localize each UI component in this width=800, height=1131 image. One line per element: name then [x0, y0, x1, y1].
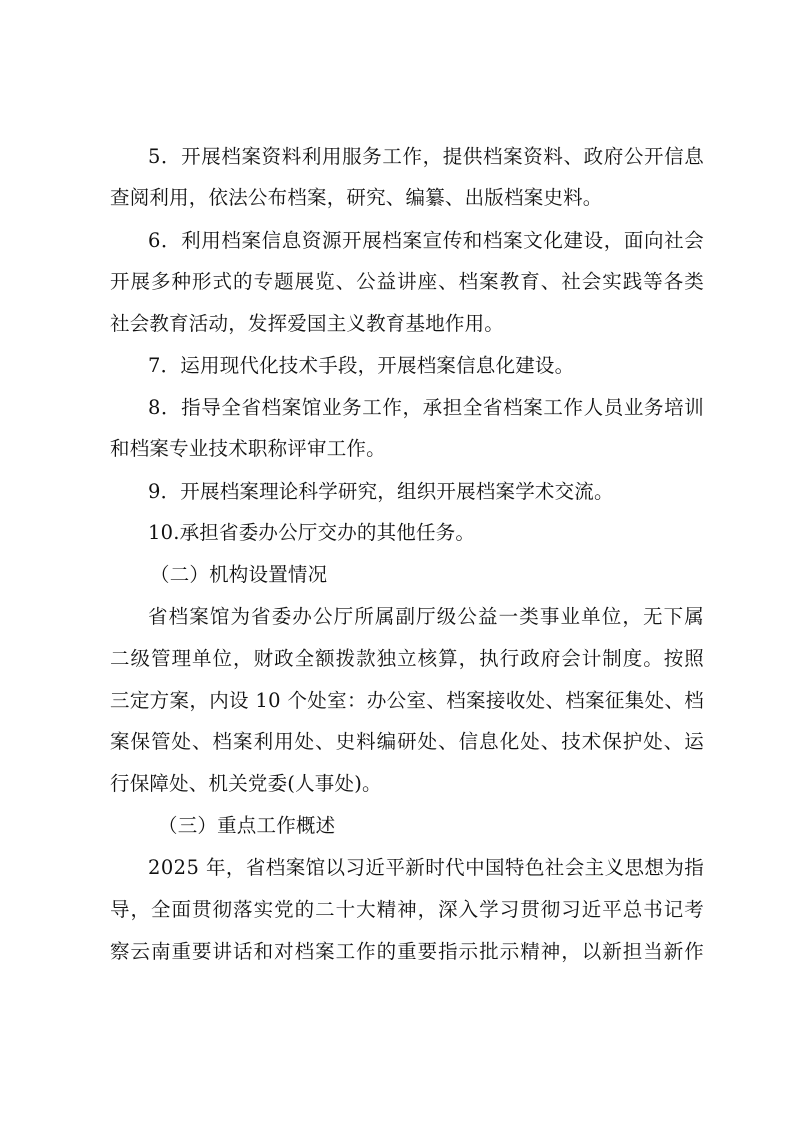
item-9-line-1: 9．开展档案理论科学研究，组织开展档案学术交流。: [148, 480, 614, 503]
org-paragraph-line-1: 省档案馆为省委办公厅所属副厅级公益一类事业单位，无下属: [148, 605, 705, 628]
item-10-line-1: 10.承担省委办公厅交办的其他任务。: [148, 521, 476, 544]
item-7-line-1: 7．运用现代化技术手段，开展档案信息化建设。: [148, 354, 575, 377]
work-paragraph-line-1: 2025 年，省档案馆以习近平新时代中国特色社会主义思想为指: [148, 856, 705, 879]
section-heading-2: （二）机构设置情况: [150, 563, 328, 586]
item-8-line-1: 8．指导全省档案馆业务工作，承担全省档案工作人员业务培训: [148, 396, 705, 419]
org-paragraph-line-4: 案保管处、档案利用处、史料编研处、信息化处、技术保护处、运: [110, 730, 705, 753]
org-paragraph-line-5: 行保障处、机关党委(人事处)。: [110, 772, 382, 795]
org-paragraph-line-2: 二级管理单位，财政全额拨款独立核算，执行政府会计制度。按照: [110, 647, 705, 670]
item-6-line-2: 开展多种形式的专题展览、公益讲座、档案教育、社会实践等各类: [110, 270, 705, 293]
item-6-line-3: 社会教育活动，发挥爱国主义教育基地作用。: [110, 312, 505, 335]
work-paragraph-line-3: 察云南重要讲话和对档案工作的重要指示批示精神，以新担当新作: [110, 940, 705, 963]
item-5-line-1: 5．开展档案资料利用服务工作，提供档案资料、政府公开信息: [148, 145, 705, 168]
item-8-line-2: 和档案专业技术职称评审工作。: [110, 437, 386, 460]
org-paragraph-line-3: 三定方案，内设 10 个处室：办公室、档案接收处、档案征集处、档: [110, 689, 705, 712]
item-5-line-2: 查阅利用，依法公布档案，研究、编纂、出版档案史料。: [110, 186, 603, 209]
item-6-line-1: 6．利用档案信息资源开展档案宣传和档案文化建设，面向社会: [148, 229, 705, 252]
work-paragraph-line-2: 导，全面贯彻落实党的二十大精神，深入学习贯彻习近平总书记考: [110, 898, 705, 921]
section-heading-3: （三）重点工作概述: [158, 814, 336, 837]
